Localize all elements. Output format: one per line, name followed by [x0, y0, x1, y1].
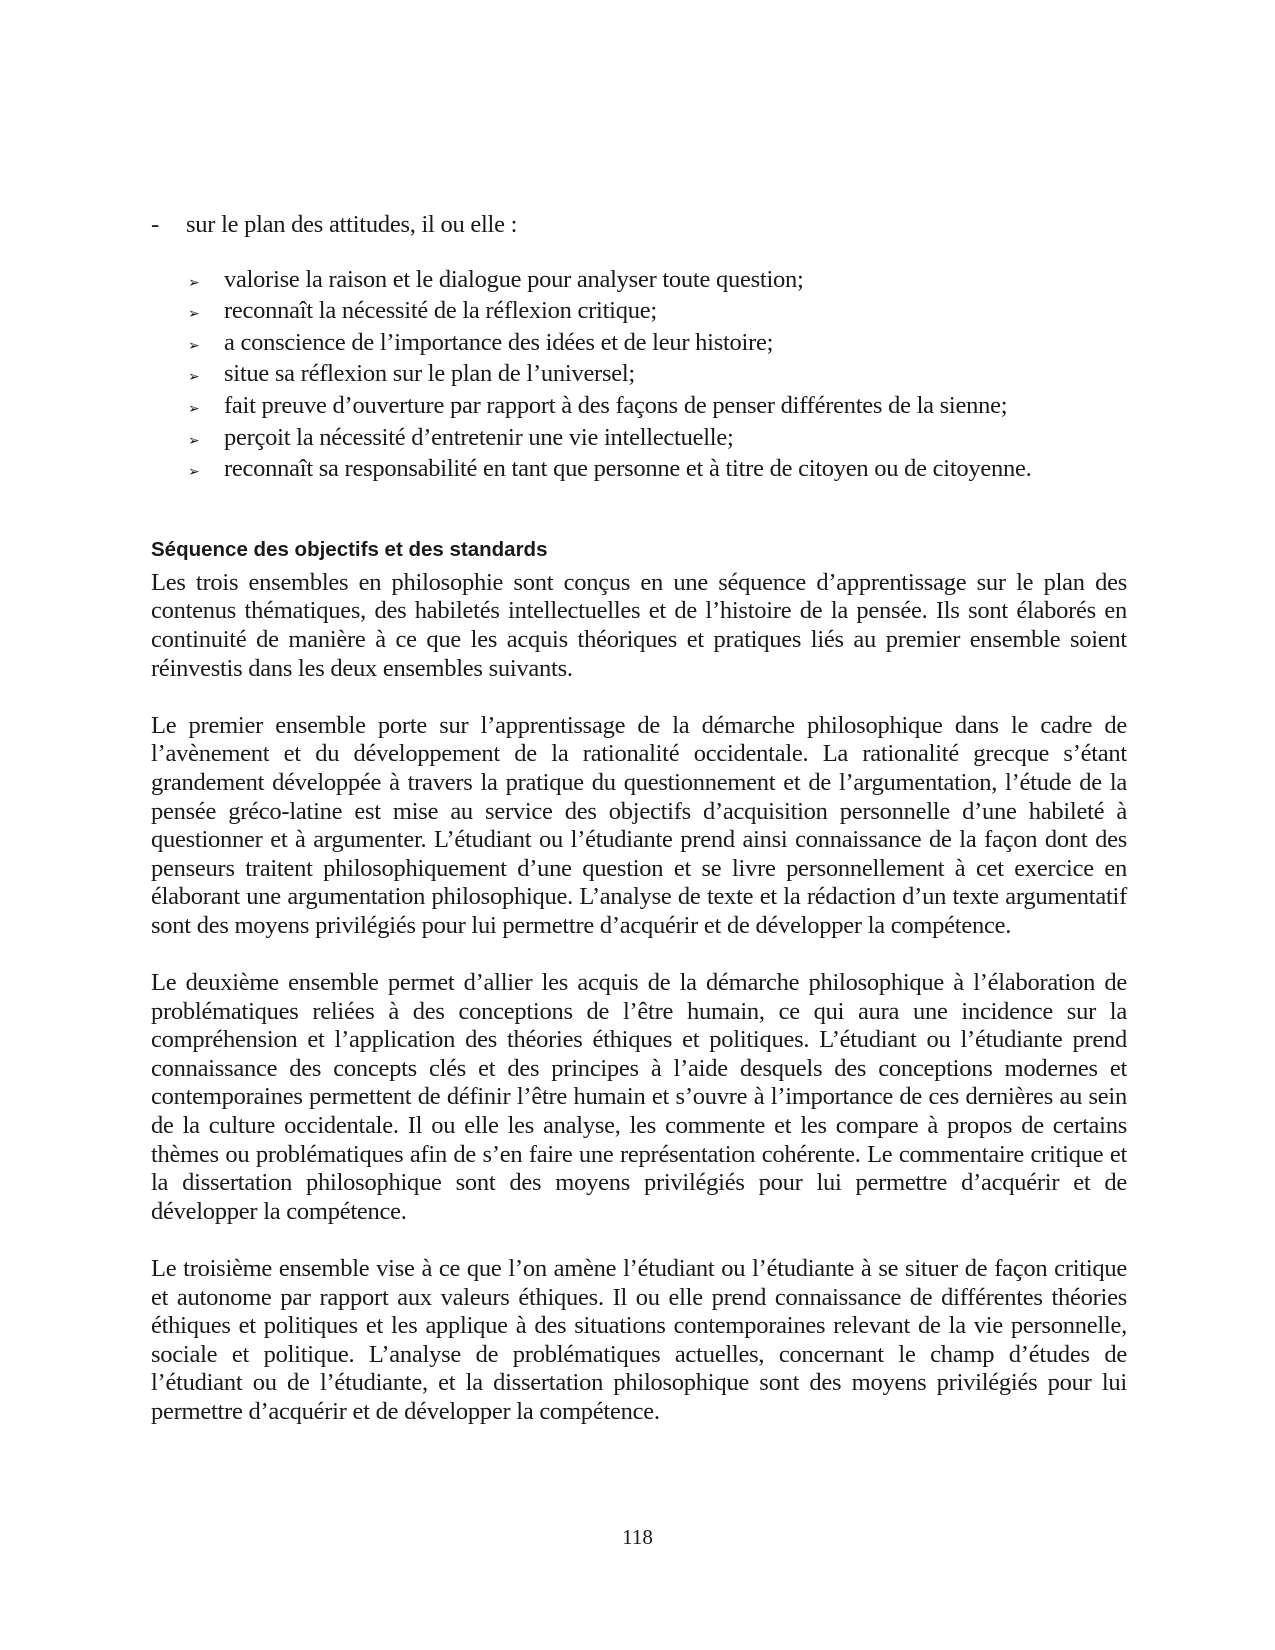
- arrow-bullet-icon: ➢: [188, 369, 200, 386]
- page-number: 118: [622, 1525, 653, 1549]
- list-item-text: perçoit la nécessité d’entretenir une vie intellectuelle;: [224, 423, 734, 451]
- paragraph-sequence-overview: Les trois ensembles en philosophie sont conçus en une séquence d’apprentissage sur le plan des contenus thématiques, des habiletés intellectuelles et de l’histoire de la pensée. Ils sont élaborés en continuité de manière à ce que les acquis théoriques et pratiques liés au premier ensemble soient réinvestis dans les deux ensembles suivants.: [151, 568, 1127, 682]
- arrow-bullet-icon: ➢: [188, 337, 200, 354]
- list-item-text: reconnaît la nécessité de la réflexion critique;: [224, 297, 657, 325]
- paragraph-first-ensemble: Le premier ensemble porte sur l’apprentissage de la démarche philosophique dans le cadre de l’avènement et du développement de la rationalité occidentale. La rationalité grecque s’étant grandement développée à travers la pratique du questionnement et de l’argumentation, l’étude de la pensée gréco-latine est mise au service des objectifs d’acquisition personnelle d’une habileté à questionner et à argumenter. L’étudiant ou l’étudiante prend ainsi connaissance de la façon dont des penseurs traitent philosophiquement d’une question et se livre personnellement à cet exercice en élaborant une argumentation philosophique. L’analyse de texte et la rédaction d’un texte argumentatif sont des moyens privilégiés pour lui permettre d’acquérir et de développer la compétence.: [151, 711, 1127, 939]
- list-item-text: a conscience de l’importance des idées et de leur histoire;: [224, 328, 774, 356]
- paragraph-third-ensemble: Le troisième ensemble vise à ce que l’on amène l’étudiant ou l’étudiante à se situer de façon critique et autonome par rapport aux valeurs éthiques. Il ou elle prend connaissance de différentes théories éthiques et politiques et les applique à des situations contemporaines relevant de la vie personnelle, sociale et politique. L’analyse de problématiques actuelles, concernant le champ d’études de l’étudiant ou de l’étudiante, et la dissertation philosophique sont des moyens privilégiés pour lui permettre d’acquérir et de développer la compétence.: [151, 1255, 1127, 1425]
- arrow-bullet-icon: ➢: [188, 274, 200, 291]
- list-item-text: reconnaît sa responsabilité en tant que personne et à titre de citoyen ou de citoyenne.: [224, 455, 1032, 483]
- attitudes-intro: sur le plan des attitudes, il ou elle :: [186, 211, 518, 238]
- section-heading: Séquence des objectifs et des standards: [151, 537, 548, 561]
- list-item: [188, 424, 1127, 456]
- list-item-text: situe sa réflexion sur le plan de l’universel;: [224, 360, 635, 388]
- list-item: [188, 329, 1127, 361]
- list-item: [188, 360, 1127, 392]
- paragraph-second-ensemble: Le deuxième ensemble permet d’allier les acquis de la démarche philosophique à l’élaboration de problématiques reliées à des conceptions de l’être humain, ce qui aura une incidence sur la compréhension et l’application des théories éthiques et politiques. L’étudiant ou l’étudiante prend connaissance des concepts clés et des principes à l’aide desquels des conceptions modernes et contemporaines permettent de définir l’être humain et s’ouvre à l’importance de ces dernières au sein de la culture occidentale. Il ou elle les analyse, les commente et les compare à propos de certains thèmes ou problématiques afin de s’en faire une représentation cohérente. Le commentaire critique et la dissertation philosophique sont des moyens privilégiés pour lui permettre d’acquérir et de développer la compétence.: [151, 969, 1127, 1225]
- list-item: [188, 392, 1127, 424]
- dash-marker: -: [151, 211, 159, 238]
- arrow-bullet-icon: ➢: [188, 432, 200, 449]
- arrow-bullet-icon: ➢: [188, 306, 200, 323]
- list-item: [188, 266, 1127, 298]
- list-item: [188, 297, 1127, 329]
- list-item: [188, 455, 1127, 487]
- arrow-bullet-icon: ➢: [188, 400, 200, 417]
- arrow-bullet-icon: ➢: [188, 464, 200, 481]
- page-content: [151, 211, 1127, 1427]
- attitudes-list: [151, 266, 1127, 487]
- list-item-text: valorise la raison et le dialogue pour analyser toute question;: [224, 265, 804, 293]
- list-item-text: fait preuve d’ouverture par rapport à des façons de penser différentes de la sienne;: [224, 391, 1008, 419]
- attitudes-intro-line: [151, 211, 1127, 240]
